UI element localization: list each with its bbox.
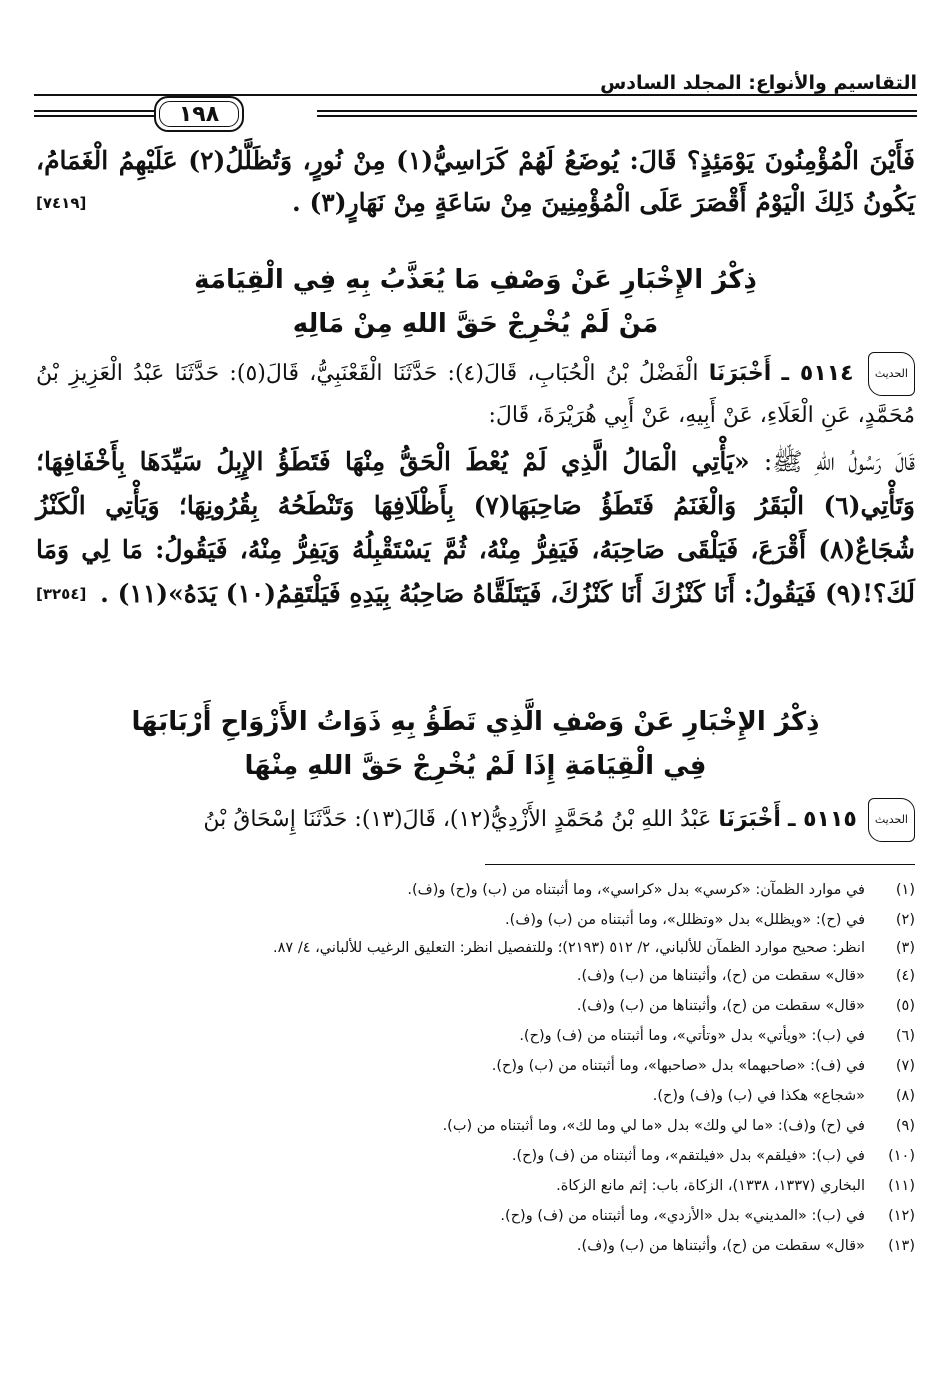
footnote-text: «قال» سقطت من (ح)، وأثبتناها من (ب) و(ف).	[576, 998, 865, 1014]
footnotes	[36, 875, 915, 1261]
footnote	[36, 905, 915, 935]
footnote-number: (١٣)	[888, 1238, 915, 1254]
running-title: التقاسيم والأنواع: المجلد السادس	[600, 72, 917, 94]
footnote	[36, 1231, 915, 1261]
akhbarana-word: أَخْبَرَنَا	[718, 807, 781, 832]
source-reference: [٣٢٥٤]	[36, 585, 87, 603]
page-header	[34, 66, 917, 126]
footnote-number: (٤)	[895, 968, 915, 984]
footnote-text: في (ح) و(ف): «ما لي ولك» بدل «ما لي وما لك»، وما أثبتناه من (ب).	[442, 1118, 865, 1134]
footnote	[36, 875, 915, 905]
paragraph-text: فَأَيْنَ الْمُؤْمِنُونَ يَوْمَئِذٍ؟ قَالَ: يُوضَعُ لَهُمْ كَرَاسِيُّ(١) مِنْ نُورٍ، وَتُظَلَّلُ(٢) عَلَيْهِمُ الْغَمَامُ، يَكُونُ ذَلِكَ الْيَوْمُ أَقْصَرَ عَلَى الْمُؤْمِنِينَ مِنْ سَاعَةٍ مِنْ نَهَارٍ(٣) .	[36, 146, 915, 217]
footnote	[36, 1141, 915, 1171]
footnote-number: (٦)	[895, 1028, 915, 1044]
footnote	[36, 1201, 915, 1231]
page-number-box	[154, 96, 244, 132]
footnote-number: (٣)	[895, 940, 915, 956]
footnote	[36, 1171, 915, 1201]
isnad-text: عَبْدُ اللهِ بْنُ مُحَمَّدٍ الأَزْدِيُّ(١٢)، قَالَ(١٣): حَدَّثَنَا إِسْحَاقُ بْنُ	[203, 807, 712, 832]
footnote-text: «شجاع» هكذا في (ب) و(ف) و(ح).	[652, 1088, 865, 1104]
footnote-text: «قال» سقطت من (ح)، وأثبتناها من (ب) و(ف).	[576, 1238, 865, 1254]
page-number-frame	[159, 101, 239, 127]
matn-text: «يَأْتِي الْمَالُ الَّذِي لَمْ يُعْطَ الْحَقُّ مِنْهَا فَتَطَؤُ الإِبِلُ سَيِّدَهَا بِأَخْفَافِهَا؛ وَتَأْتِي(٦) الْبَقَرُ وَالْغَنَمُ فَتَطَؤُ صَاحِبَهَا(٧) بِأَظْلَافِهَا وَتَنْطَحُهُ بِقُرُونِهَا؛ وَيَأْتِي الْكَنْزُ شُجَاعٌ(٨) أَقْرَعَ، فَيَلْقَى صَاحِبَهُ، فَيَفِرُّ مِنْهُ، ثُمَّ يَسْتَقْبِلُهُ وَيَفِرُّ مِنْهُ، فَيَقُولُ: مَا لِي وَمَا لَكَ؟!(٩) فَيَقُولُ: أَنَا كَنْزُكَ أَنَا كَنْزُكَ، فَيَتَلَقَّاهُ صَاحِبُهُ بِيَدِهِ فَيَلْتَقِمُ(١٠) يَدَهُ»(١١) .	[36, 447, 915, 608]
paragraph-continuation	[36, 140, 915, 224]
footnote-text: انظر: صحيح موارد الظمآن للألباني، ٢/ ٥١٢ (٢١٩٣)؛ وللتفصيل انظر: التعليق الرغيب للألباني، ٤/ ٨٧.	[273, 940, 865, 956]
footnote-number: (١١)	[888, 1178, 915, 1194]
footnote	[36, 1081, 915, 1111]
footnote	[36, 1021, 915, 1051]
heading-line: ذِكْرُ الإِخْبَارِ عَنْ وَصْفِ مَا يُعَذَّبُ بِهِ فِي الْقِيَامَةِ	[194, 265, 757, 295]
chapter-heading	[36, 258, 915, 346]
footnote	[36, 991, 915, 1021]
page-number: ١٩٨	[178, 101, 220, 127]
hadith-ornament-badge: الحديث	[868, 798, 915, 842]
footnote-text: البخاري (١٣٣٧، ١٣٣٨)، الزكاة، باب: إثم مانع الزكاة.	[556, 1178, 865, 1194]
header-rule	[34, 115, 154, 117]
footnote	[36, 961, 915, 991]
footnote-text: في (ب): «ويأتي» بدل «وتأتي»، وما أثبتناه من (ف) و(ح).	[519, 1028, 865, 1044]
heading-line: مَنْ لَمْ يُخْرِجْ حَقَّ اللهِ مِنْ مَالِهِ	[292, 309, 659, 339]
footnote-text: في (ب): «فيلقم» بدل «فيلتقم»، وما أثبتناه من (ف) و(ح).	[511, 1148, 865, 1164]
footnote-text: في موارد الظمآن: «كرسي» بدل «كراسي»، وما أثبتناه من (ب) و(ح) و(ف).	[407, 882, 865, 898]
footnote-number: (٥)	[895, 998, 915, 1014]
hadith-matn	[36, 440, 915, 616]
footnote-number: (٢)	[895, 912, 915, 928]
isnad-text: الْفَضْلُ بْنُ الْحُبَابِ، قَالَ(٤): حَدَّثَنَا الْقَعْنَبِيُّ، قَالَ(٥): حَدَّثَنَا عَبْدُ الْعَزِيزِ بْنُ مُحَمَّدٍ، عَنِ الْعَلَاءِ، عَنْ أَبِيهِ، عَنْ أَبِي هُرَيْرَةَ، قَالَ:	[36, 361, 915, 428]
footnote-number: (١٢)	[888, 1208, 915, 1224]
akhbarana-word: أَخْبَرَنَا	[708, 361, 772, 386]
hadith-number: ٥١١٤ ـ	[781, 361, 854, 386]
footnote	[36, 1051, 915, 1081]
footnote-number: (٧)	[895, 1058, 915, 1074]
heading-line: فِي الْقِيَامَةِ إِذَا لَمْ يُخْرِجْ حَقَّ اللهِ مِنْهَا	[244, 751, 707, 781]
hadith-number: ٥١١٥ ـ	[787, 807, 857, 832]
hadith-isnad	[36, 352, 915, 436]
footnote-number: (١٠)	[888, 1148, 915, 1164]
footnote	[36, 1111, 915, 1141]
footnote-text: في (ب): «المديني» بدل «الأزدي»، وما أثبتناه من (ف) و(ح).	[500, 1208, 865, 1224]
footnote-number: (٨)	[895, 1088, 915, 1104]
footnote-text: «قال» سقطت من (ح)، وأثبتناها من (ب) و(ف).	[576, 968, 865, 984]
matn-intro: قَالَ رَسُولُ اللهِ ﷺ:	[763, 447, 915, 476]
footnote-text: في (ح): «ويظلل» بدل «وتظلل»، وما أثبتناه من (ب) و(ف).	[505, 912, 865, 928]
footnote-number: (١)	[895, 882, 915, 898]
chapter-heading	[36, 700, 915, 788]
header-rule	[317, 115, 917, 117]
heading-line: ذِكْرُ الإِخْبَارِ عَنْ وَصْفِ الَّذِي تَطَؤُ بِهِ ذَوَاتُ الأَزْوَاحِ أَرْبَابَهَا	[131, 707, 820, 737]
header-rule	[317, 110, 917, 112]
header-rule	[34, 110, 154, 112]
footnote	[36, 935, 915, 961]
hadith-isnad	[36, 798, 915, 842]
hadith-ornament-badge: الحديث	[868, 352, 915, 396]
footnote-text: في (ف): «صاحبهما» بدل «صاحبها»، وما أثبتناه من (ب) و(ح).	[491, 1058, 865, 1074]
footnote-separator	[485, 864, 915, 865]
source-reference: [٧٤١٩]	[36, 194, 87, 212]
footnote-number: (٩)	[895, 1118, 915, 1134]
